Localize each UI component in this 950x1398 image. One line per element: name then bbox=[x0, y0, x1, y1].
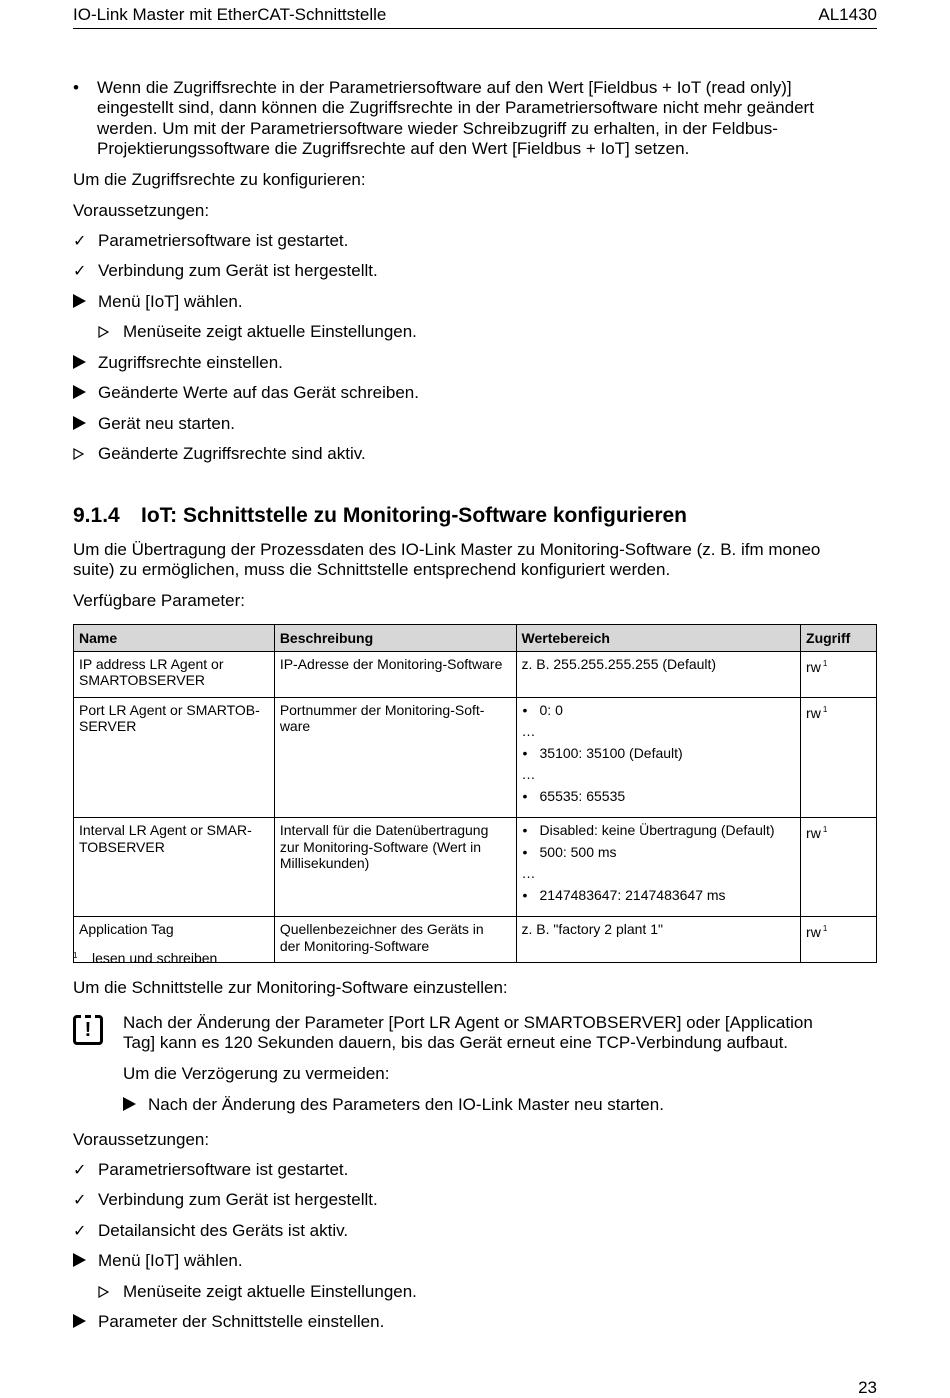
col-header-range: Wertebereich bbox=[516, 625, 801, 652]
action-triangle-icon bbox=[73, 292, 98, 312]
page-number: 23 bbox=[858, 1378, 877, 1397]
header-title: IO-Link Master mit EtherCAT-Schnittstelle bbox=[73, 5, 387, 24]
note-text: Nach der Änderung der Parameter [Port LR Agent or SMARTOBSERVER] oder [Application Tag] kann es 120 Sekunden dauern, bis das Gerät erneut eine TCP-Verbindung aufbaut. bbox=[123, 1013, 813, 1052]
cell-description: Portnummer der Monitoring-Soft- ware bbox=[274, 697, 516, 818]
cell-access: rw $^1$ bbox=[801, 917, 877, 963]
cell-name: IP address LR Agent or SMARTOBSERVER bbox=[74, 651, 275, 697]
cell-range: z. B. "factory 2 plant 1" bbox=[516, 917, 801, 963]
checkmark-icon: ✓ bbox=[73, 1162, 87, 1179]
section1-step: ✓ Verbindung zum Gerät ist hergestellt. bbox=[73, 261, 378, 280]
result-triangle-icon bbox=[98, 322, 123, 342]
col-header-name: Name bbox=[74, 625, 275, 652]
cell-description: Quellenbezeichner des Geräts in der Monitoring-Software bbox=[274, 917, 516, 963]
cell-range: • 0: 0 … • 35100: 35100 (Default) … • 65535: 65535 bbox=[516, 697, 801, 818]
section-heading: 9.1.4 IoT: Schnittstelle zu Monitoring-Software konfigurieren bbox=[73, 504, 688, 527]
section1-step: Gerät neu starten. bbox=[73, 414, 235, 436]
section2-step: ✓ Verbindung zum Gerät ist hergestellt. bbox=[73, 1190, 378, 1209]
cell-range: • Disabled: keine Übertragung (Default) • 500: 500 ms … • 2147483647: 2147483647 ms bbox=[516, 818, 801, 917]
section2-step: ✓ Detailansicht des Geräts ist aktiv. bbox=[73, 1221, 349, 1240]
section2-heading: Um die Schnittstelle zur Monitoring-Software einzustellen: bbox=[73, 978, 508, 997]
action-triangle-icon bbox=[73, 383, 98, 403]
table-row bbox=[74, 818, 877, 917]
action-triangle-icon bbox=[73, 414, 98, 434]
action-triangle-icon bbox=[73, 353, 98, 373]
col-header-access: Zugriff bbox=[801, 625, 877, 652]
cell-access: rw $^1$ bbox=[801, 651, 877, 697]
checkmark-icon: ✓ bbox=[73, 263, 87, 280]
cell-access: rw $^1$ bbox=[801, 818, 877, 917]
action-triangle-icon bbox=[73, 1312, 98, 1332]
cell-name: Interval LR Agent or SMAR- TOBSERVER bbox=[74, 818, 275, 917]
cell-access: rw $^1$ bbox=[801, 697, 877, 818]
section2-step: ✓ Parametriersoftware ist gestartet. bbox=[73, 1160, 349, 1179]
exclamation-icon: ! bbox=[73, 1015, 103, 1045]
col-header-description: Beschreibung bbox=[274, 625, 516, 652]
page-header bbox=[73, 4, 877, 29]
result-triangle-icon bbox=[73, 444, 98, 464]
table-footnote: 1 lesen und schreiben bbox=[73, 950, 218, 966]
cell-name: Port LR Agent or SMARTOB- SERVER bbox=[74, 697, 275, 818]
header-product-code: AL1430 bbox=[818, 5, 877, 24]
intro-bullet-text: Wenn die Zugriffsrechte in der Parametriersoftware auf den Wert [Fieldbus + IoT (read only)] eingestellt sind, dann können die Zugriffsrechte in der Parametriersoftware nicht mehr geändert werden. Um mit der Parametriersoftware wieder Schreibzugriff zu erhalten, in der Feldbus- Projektierungssoftware die Zugriffsrechte auf den Wert [Fieldbus + IoT] setzen. bbox=[97, 78, 814, 158]
bullet-marker: • bbox=[73, 78, 79, 97]
cell-description: IP-Adresse der Monitoring-Software bbox=[274, 651, 516, 697]
table-row bbox=[74, 697, 877, 818]
result-triangle-icon bbox=[98, 1282, 123, 1302]
action-triangle-icon bbox=[123, 1095, 148, 1115]
cell-description: Intervall für die Datenübertragung zur Monitoring-Software (Wert in Millisekunden) bbox=[274, 818, 516, 917]
cell-name: Application Tag bbox=[74, 917, 275, 963]
checkmark-icon: ✓ bbox=[73, 1223, 87, 1240]
section1-step: ✓ Parametriersoftware ist gestartet. bbox=[73, 231, 349, 250]
available-params-label: Verfügbare Parameter: bbox=[73, 591, 245, 610]
section2-prereq-label: Voraussetzungen: bbox=[73, 1130, 210, 1149]
section1-prereq-label: Voraussetzungen: bbox=[73, 201, 210, 220]
action-triangle-icon bbox=[73, 1251, 98, 1271]
section2-step: Menüseite zeigt aktuelle Einstellungen. bbox=[98, 1282, 417, 1304]
section-body: Um die Übertragung der Prozessdaten des IO-Link Master zu Monitoring-Software (z. B. ifm moneo suite) zu ermöglichen, muss die Schnittstelle entsprechend konfiguriert werden. bbox=[73, 540, 821, 579]
note-avoid-label: Um die Verzögerung zu vermeiden: bbox=[123, 1064, 390, 1083]
section1-step: Zugriffsrechte einstellen. bbox=[73, 353, 283, 375]
section1-step: Geänderte Zugriffsrechte sind aktiv. bbox=[73, 444, 366, 466]
table-header-row bbox=[74, 625, 877, 652]
section2-step: Menü [IoT] wählen. bbox=[73, 1251, 243, 1273]
section1-step: Geänderte Werte auf das Gerät schreiben. bbox=[73, 383, 419, 405]
section2-step: Parameter der Schnittstelle einstellen. bbox=[73, 1312, 384, 1334]
section1-heading: Um die Zugriffsrechte zu konfigurieren: bbox=[73, 170, 366, 189]
section1-step: Menüseite zeigt aktuelle Einstellungen. bbox=[98, 322, 417, 344]
checkmark-icon: ✓ bbox=[73, 1192, 87, 1209]
checkmark-icon: ✓ bbox=[73, 233, 87, 250]
table-row bbox=[74, 651, 877, 697]
cell-range: z. B. 255.255.255.255 (Default) bbox=[516, 651, 801, 697]
section1-step: Menü [IoT] wählen. bbox=[73, 292, 243, 314]
note-action-step: Nach der Änderung des Parameters den IO-Link Master neu starten. bbox=[123, 1095, 664, 1117]
parameter-table bbox=[73, 624, 877, 963]
